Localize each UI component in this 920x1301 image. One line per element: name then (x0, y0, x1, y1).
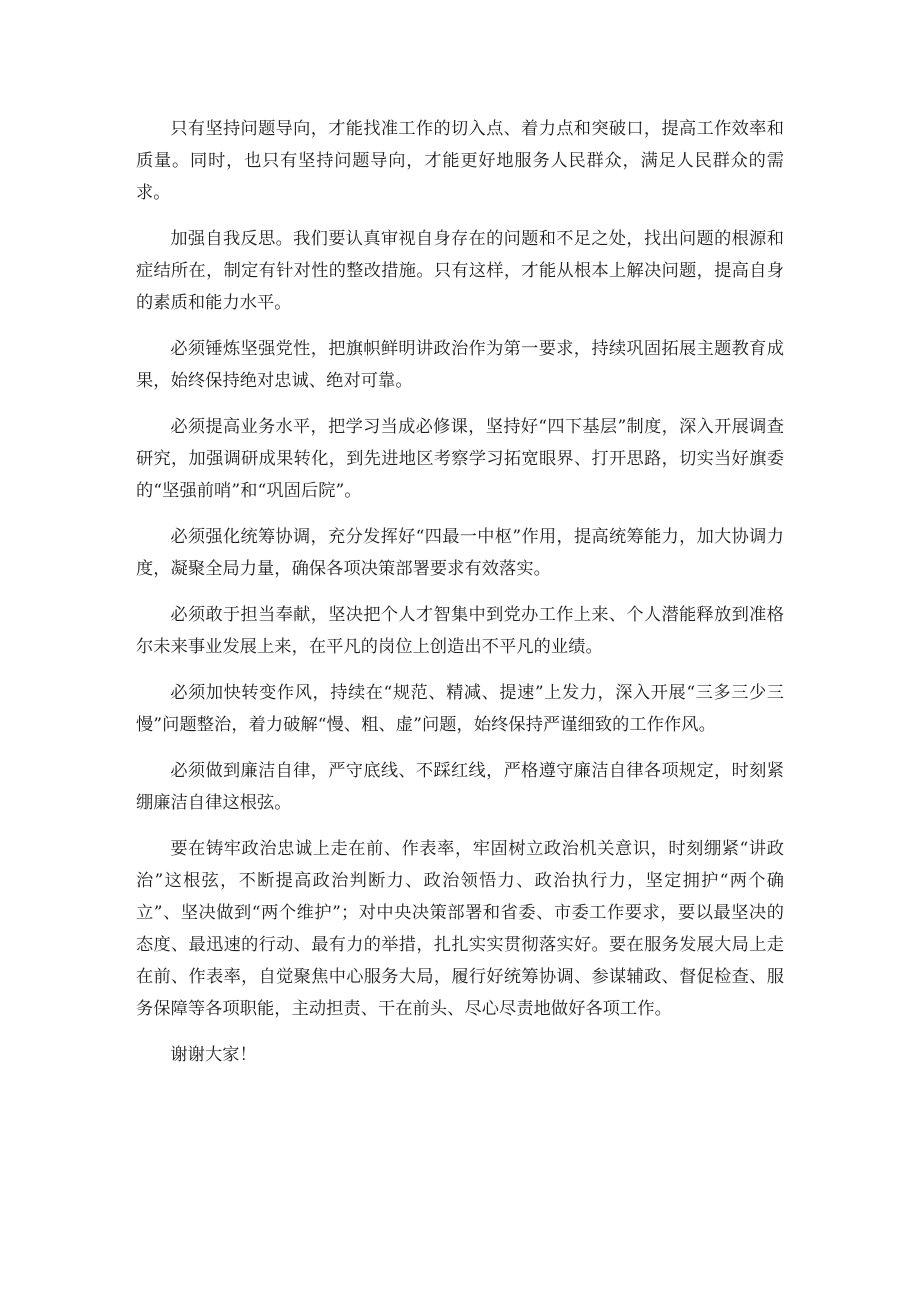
paragraph-problem-orientation: 只有坚持问题导向，才能找准工作的切入点、着力点和突破口，提高工作效率和质量。同时，也只有坚持问题导向，才能更好地服务人民群众，满足人民群众的需求。 (136, 119, 784, 203)
paragraph-closing-thanks: 谢谢大家！ (170, 1045, 257, 1065)
paragraph-integrity: 必须做到廉洁自律，严守底线、不踩红线，严格遵守廉洁自律各项规定，时刻紧绷廉洁自律这根弦。 (136, 761, 784, 813)
document-body (136, 113, 784, 1085)
paragraph-party-spirit: 必须锤炼坚强党性，把旗帜鲜明讲政治作为第一要求，持续巩固拓展主题教育成果，始终保持绝对忠诚、绝对可靠。 (136, 339, 784, 391)
paragraph-political-loyalty: 要在铸牢政治忠诚上走在前、作表率，牢固树立政治机关意识，时刻绷紧“讲政治”这根弦，不断提高政治判断力、政治领悟力、政治执行力，坚定拥护“两个确立”、坚决做到“两个维护”；对中央决策部署和省委、市委工作要求，要以最坚决的态度、最迅速的行动、最有力的举措，扎扎实实贯彻落实好。要在服务发展大局上走在前、作表率，自觉聚焦中心服务大局，履行好统筹协调、参谋辅政、督促检查、服务保障等各项职能，主动担责、干在前头、尽心尽责地做好各项工作。 (136, 839, 784, 1019)
paragraph-dedication: 必须敢于担当奉献，坚决把个人才智集中到党办工作上来、个人潜能释放到准格尔未来事业发展上来，在平凡的岗位上创造出不平凡的业绩。 (136, 605, 784, 657)
paragraph-business-level: 必须提高业务水平，把学习当成必修课，坚持好“四下基层”制度，深入开展调查研究，加强调研成果转化，到先进地区考察学习拓宽眼界、打开思路，切实当好旗委的“坚强前哨”和“巩固后院”。 (136, 417, 784, 501)
paragraph-work-style: 必须加快转变作风，持续在“规范、精减、提速”上发力，深入开展“三多三少三慢”问题整治，着力破解“慢、粗、虚”问题，始终保持严谨细致的工作作风。 (136, 683, 784, 735)
paragraph-coordination: 必须强化统筹协调，充分发挥好“四最一中枢”作用，提高统筹能力，加大协调力度，凝聚全局力量，确保各项决策部署要求有效落实。 (136, 527, 784, 579)
paragraph-self-reflection: 加强自我反思。我们要认真审视自身存在的问题和不足之处，找出问题的根源和症结所在，制定有针对性的整改措施。只有这样，才能从根本上解决问题，提高自身的素质和能力水平。 (136, 229, 784, 313)
